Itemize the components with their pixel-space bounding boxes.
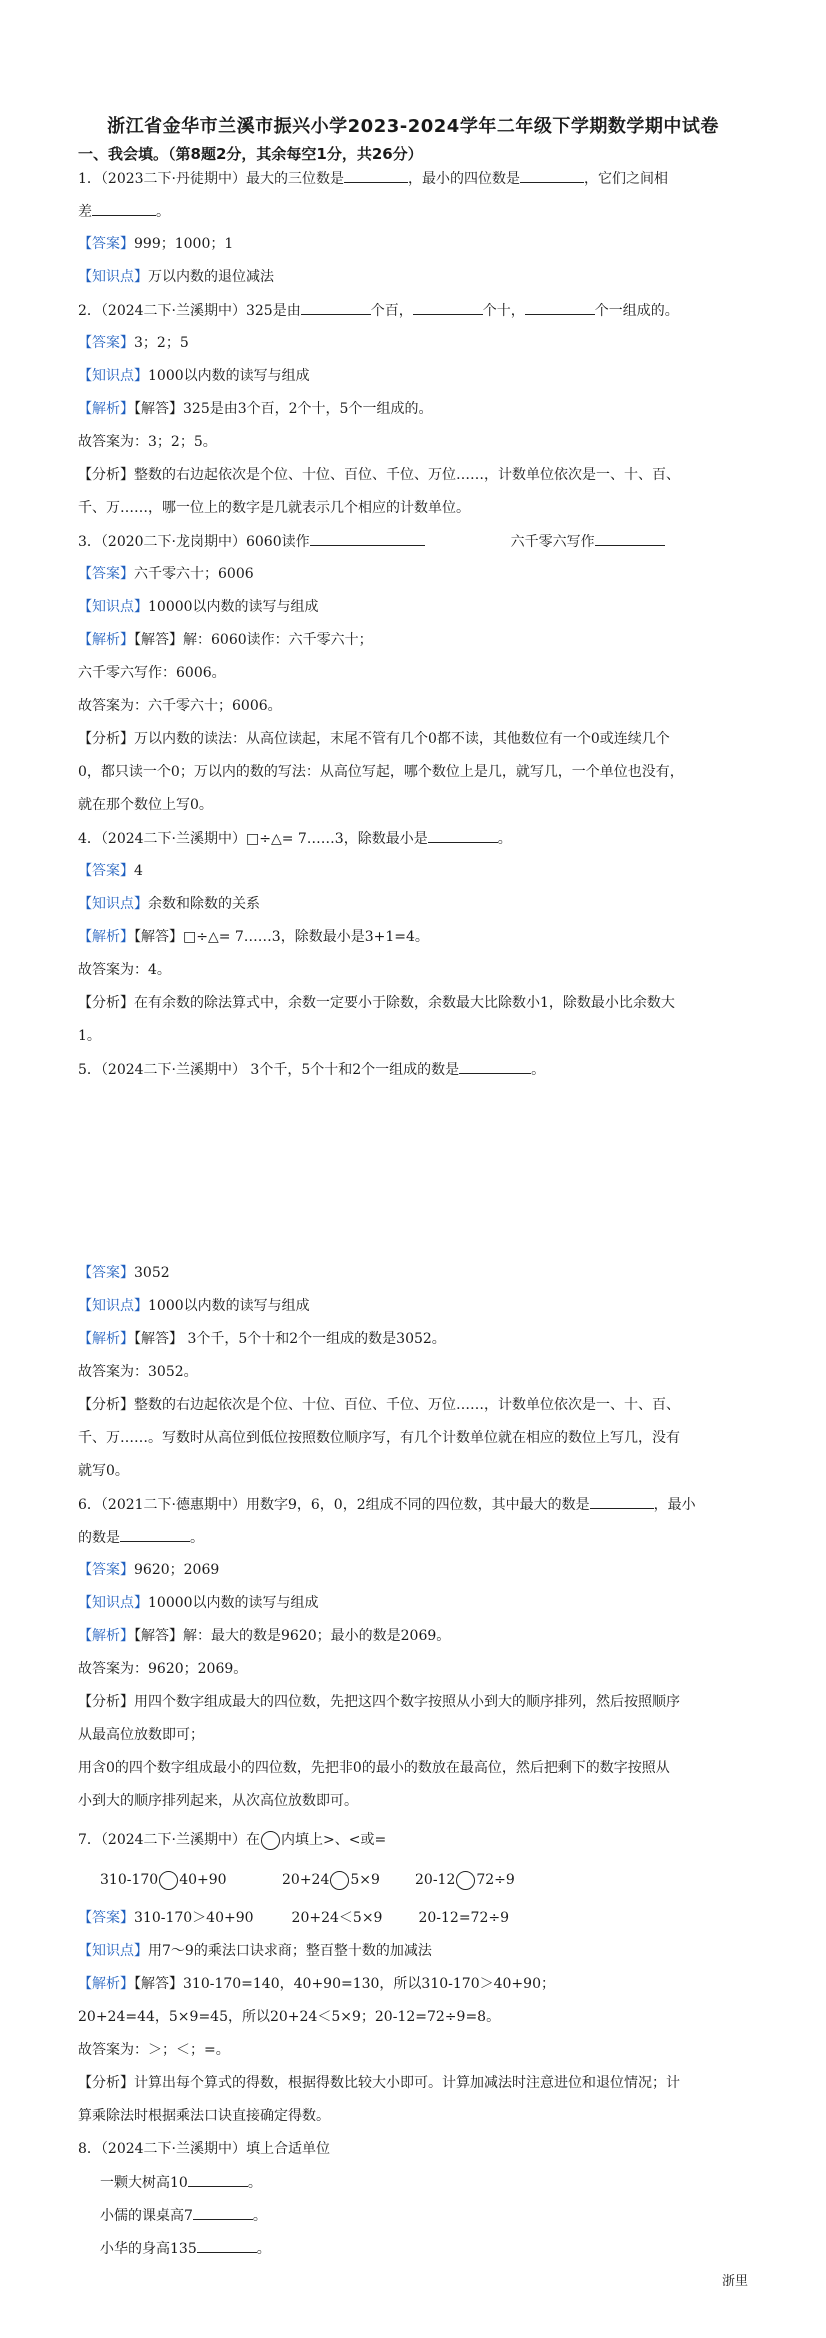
- q5-fenxi: 千、万……。写数时从高位到低位按照数位顺序写，有几个计数单位就在相应的数位上写几，没有: [78, 1430, 680, 1446]
- q4-stem: 4．（2024二下·兰溪期中）□÷△= 7……3，除数最小是 。: [78, 828, 512, 849]
- q6-fenxi: 用含0的四个数字组成最小的四位数，先把非0的最小的数放在最高位，然后把剩下的数字按照从: [78, 1760, 670, 1776]
- answer-blank: [197, 2238, 257, 2253]
- answer-blank: [520, 168, 584, 183]
- q2-knowledge: 【知识点】1000以内数的读写与组成: [78, 368, 310, 384]
- q4-fenxi: 【分析】在有余数的除法算式中，余数一定要小于除数，余数最大比除数小1，除数最小比余数大: [78, 995, 675, 1011]
- q6-fenxi: 小到大的顺序排列起来，从次高位放数即可。: [78, 1793, 358, 1809]
- q6-analysis: 【解析】【解答】解：最大的数是9620；最小的数是2069。: [78, 1628, 451, 1644]
- q2-stem: 2．（2024二下·兰溪期中）325是由 个百， 个十， 个一组成的。: [78, 300, 679, 321]
- q7-fenxi: 算乘除法时根据乘法口诀直接确定得数。: [78, 2108, 330, 2124]
- answer-blank: [310, 531, 425, 546]
- q7-stem: 7．（2024二下·兰溪期中）在 内填上>、<或=: [78, 1832, 387, 1848]
- q3-fenxi: 【分析】万以内数的读法：从高位读起，末尾不管有几个0都不读，其他数位有一个0或连续几个: [78, 731, 670, 747]
- q4-fenxi: 1。: [78, 1028, 101, 1044]
- compare-circle-icon: [330, 1871, 349, 1890]
- q7-fenxi: 【分析】计算出每个算式的得数，根据得数比较大小即可。计算加减法时注意进位和退位情况；计: [78, 2075, 680, 2091]
- answer-blank: [344, 168, 408, 183]
- q6-knowledge: 【知识点】10000以内数的读写与组成: [78, 1595, 319, 1611]
- q4-answer: 【答案】4: [78, 863, 143, 879]
- q7-answer: 【答案】310-170＞40+90 20+24＜5×9 20-12=72÷9: [78, 1910, 509, 1926]
- answer-blank: [428, 828, 498, 843]
- q6-fenxi: 【分析】用四个数字组成最大的四位数，先把这四个数字按照从小到大的顺序排列，然后按照顺序: [78, 1694, 680, 1710]
- q8-item-2: 小儒的课桌高7 。: [100, 2205, 267, 2226]
- answer-blank: [193, 2205, 253, 2220]
- q4-conclusion: 故答案为：4。: [78, 962, 171, 978]
- answer-blank: [595, 531, 665, 546]
- q2-answer: 【答案】3；2；5: [78, 335, 189, 351]
- q2-analysis: 【解析】【解答】325是由3个百，2个十，5个一组成的。: [78, 401, 433, 417]
- q5-answer: 【答案】3052: [78, 1265, 170, 1281]
- answer-blank: [525, 300, 595, 315]
- q7-expression-3: 20-12 72÷9: [415, 1872, 515, 1888]
- q5-stem: 5．（2024二下·兰溪期中） 3个千，5个十和2个一组成的数是 。: [78, 1059, 545, 1080]
- exam-title: 浙江省金华市兰溪市振兴小学2023-2024学年二年级下学期数学期中试卷: [107, 116, 719, 137]
- q2-fenxi: 千、万……，哪一位上的数字是几就表示几个相应的计数单位。: [78, 500, 470, 516]
- q1-knowledge: 【知识点】万以内数的退位减法: [78, 269, 274, 285]
- q5-fenxi: 就写0。: [78, 1463, 129, 1479]
- compare-circle-icon: [261, 1831, 280, 1850]
- q7-conclusion: 故答案为：＞；＜；=。: [78, 2042, 230, 2058]
- q6-stem: 6．（2021二下·德惠期中）用数字9，6，0，2组成不同的四位数，其中最大的数是 ，最小: [78, 1494, 696, 1515]
- answer-blank: [188, 2172, 248, 2187]
- q5-fenxi: 【分析】整数的右边起依次是个位、十位、百位、千位、万位……，计数单位依次是一、十、百、: [78, 1397, 680, 1413]
- q3-stem: 3．（2020二下·龙岗期中）6060读作 六千零六写作: [78, 531, 665, 552]
- q7-analysis-cont: 20+24=44，5×9=45，所以20+24＜5×9；20-12=72÷9=8。: [78, 2009, 501, 2025]
- q7-expression-1: 310-170 40+90: [100, 1872, 227, 1888]
- answer-blank: [459, 1059, 531, 1074]
- compare-circle-icon: [159, 1871, 178, 1890]
- q5-analysis: 【解析】【解答】 3个千，5个十和2个一组成的数是3052。: [78, 1331, 446, 1347]
- q7-expression-2: 20+24 5×9: [282, 1872, 380, 1888]
- q8-stem: 8．（2024二下·兰溪期中）填上合适单位: [78, 2141, 330, 2157]
- q6-fenxi: 从最高位放数即可；: [78, 1727, 204, 1743]
- q3-fenxi: 0，都只读一个0；万以内的数的写法：从高位写起，哪个数位上是几，就写几，一个单位也没有，: [78, 764, 684, 780]
- q4-knowledge: 【知识点】余数和除数的关系: [78, 896, 260, 912]
- q1-answer: 【答案】999；1000；1: [78, 236, 234, 252]
- q1-stem-cont: 差 。: [78, 201, 170, 222]
- section-heading: 一、我会填。（第8题2分，其余每空1分，共26分）: [78, 145, 423, 163]
- q8-item-1: 一颗大树高10 。: [100, 2172, 262, 2193]
- q6-conclusion: 故答案为：9620；2069。: [78, 1661, 248, 1677]
- q3-fenxi: 就在那个数位上写0。: [78, 797, 213, 813]
- q5-conclusion: 故答案为：3052。: [78, 1364, 198, 1380]
- compare-circle-icon: [456, 1871, 475, 1890]
- q3-conclusion: 故答案为：六千零六十；6006。: [78, 698, 282, 714]
- answer-blank: [413, 300, 483, 315]
- q7-knowledge: 【知识点】用7～9的乘法口诀求商；整百整十数的加减法: [78, 1943, 432, 1959]
- q2-conclusion: 故答案为：3；2；5。: [78, 434, 217, 450]
- q6-answer: 【答案】9620；2069: [78, 1562, 220, 1578]
- q6-stem-cont: 的数是 。: [78, 1527, 204, 1548]
- footer-mark: 浙里: [722, 2274, 749, 2289]
- q7-analysis: 【解析】【解答】310-170=140，40+90=130，所以310-170＞40+90；: [78, 1976, 555, 1992]
- answer-blank: [590, 1494, 654, 1509]
- q4-analysis: 【解析】【解答】□÷△= 7……3，除数最小是3+1=4。: [78, 929, 429, 945]
- q8-item-3: 小华的身高135 。: [100, 2238, 271, 2259]
- q2-fenxi: 【分析】整数的右边起依次是个位、十位、百位、千位、万位……，计数单位依次是一、十、百、: [78, 467, 680, 483]
- q3-analysis: 【解析】【解答】解：6060读作：六千零六十；: [78, 632, 373, 648]
- answer-blank: [120, 1527, 190, 1542]
- q1-stem: 1．（2023二下·丹徒期中）最大的三位数是 ，最小的四位数是 ，它们之间相: [78, 168, 668, 189]
- q5-knowledge: 【知识点】1000以内数的读写与组成: [78, 1298, 310, 1314]
- q3-analysis-cont: 六千零六写作：6006。: [78, 665, 226, 681]
- q3-knowledge: 【知识点】10000以内数的读写与组成: [78, 599, 319, 615]
- q3-answer: 【答案】六千零六十；6006: [78, 566, 254, 582]
- answer-blank: [92, 201, 156, 216]
- answer-blank: [301, 300, 371, 315]
